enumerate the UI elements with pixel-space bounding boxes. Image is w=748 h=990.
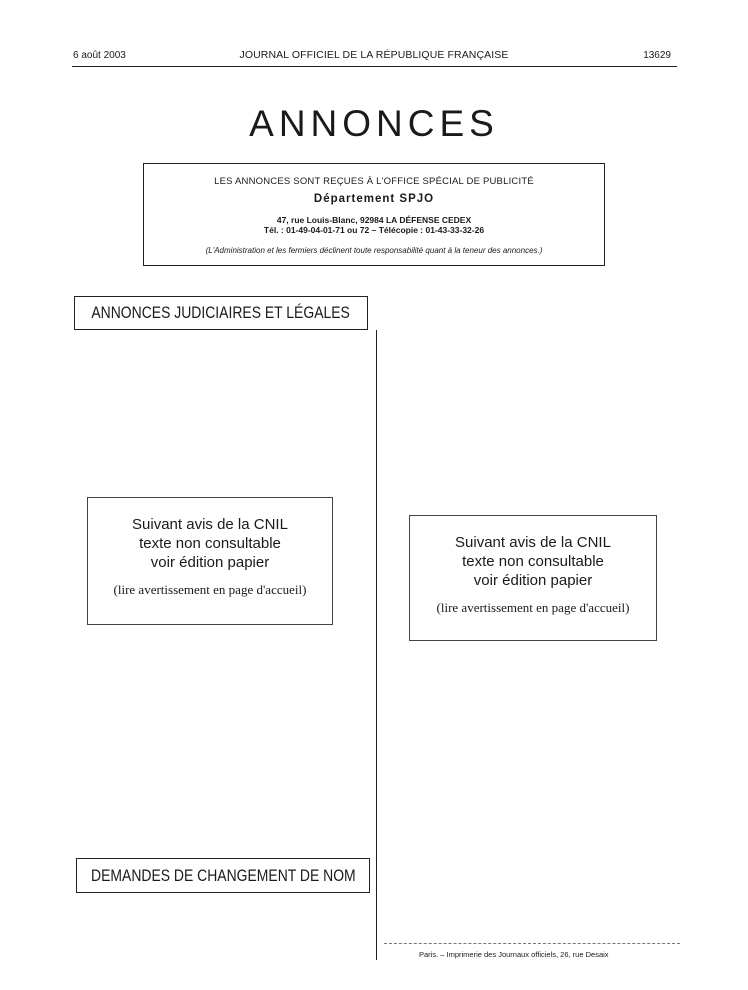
page-number: 13629	[643, 50, 671, 61]
cnil-line-2: texte non consultable	[462, 553, 604, 570]
cnil-line-1: Suivant avis de la CNIL	[132, 516, 288, 533]
cnil-line-3: voir édition papier	[473, 572, 593, 589]
section-judiciaires-label: ANNONCES JUDICIAIRES ET LÉGALES	[91, 303, 351, 322]
journal-title: JOURNAL OFFICIEL DE LA RÉPUBLIQUE FRANÇAISE	[239, 49, 509, 61]
cnil-note: (lire avertissement en page d'accueil)	[113, 582, 307, 597]
cnil-notice-right	[409, 515, 657, 641]
publicity-line-office: LES ANNONCES SONT REÇUES À L'OFFICE SPÉCIAL DE PUBLICITÉ	[214, 176, 534, 187]
publicity-line-phone: Tél. : 01-49-04-01-71 ou 72 – Télécopie : 01-43-33-32-26	[263, 225, 485, 235]
cnil-note: (lire avertissement en page d'accueil)	[436, 600, 630, 615]
publicity-box	[143, 163, 605, 266]
page-title: ANNONCES	[249, 103, 499, 144]
column-divider	[376, 330, 377, 960]
publicity-line-department: Département SPJO	[313, 193, 435, 205]
publicity-line-address: 47, rue Louis-Blanc, 92984 LA DÉFENSE CEDEX	[276, 215, 472, 225]
header-date: 6 août 2003	[73, 50, 126, 61]
cnil-line-1: Suivant avis de la CNIL	[455, 534, 611, 551]
printer-footer: Paris. – Imprimerie des Journaux officiels, 26, rue Desaix	[419, 950, 609, 959]
section-changement-nom-label: DEMANDES DE CHANGEMENT DE NOM	[90, 865, 356, 885]
footer-rule	[384, 943, 680, 944]
cnil-line-3: voir édition papier	[150, 554, 270, 571]
cnil-line-2: texte non consultable	[139, 535, 281, 552]
header-rule	[72, 66, 677, 67]
cnil-notice-left	[87, 497, 333, 625]
publicity-line-disclaimer: (L'Administration et les fermiers déclinent toute responsabilité quant à la teneur des annonces.)	[205, 246, 543, 255]
section-judiciaires-heading	[74, 296, 368, 330]
section-changement-nom-heading	[76, 858, 370, 893]
